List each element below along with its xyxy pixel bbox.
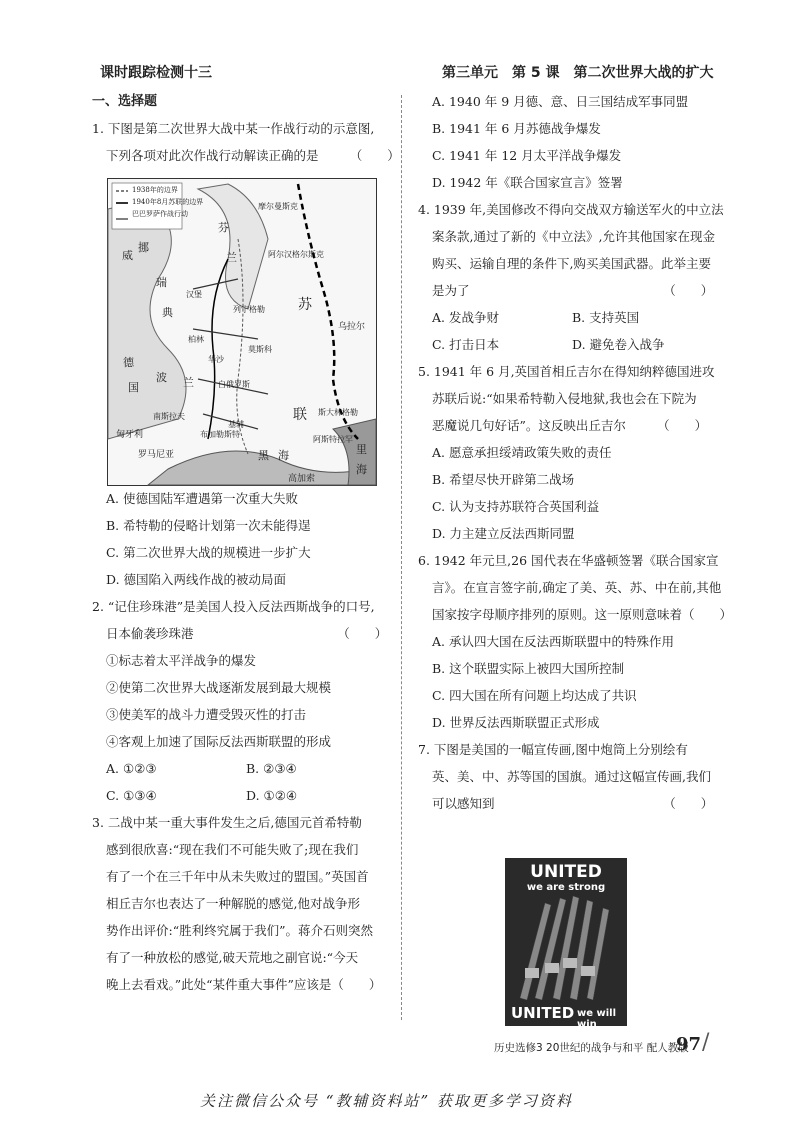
map-label: 罗马尼亚: [138, 450, 175, 460]
map-label: 匈牙利: [116, 430, 144, 440]
q1-option-d[interactable]: D. 德国陷入两线作战的被动局面: [106, 572, 287, 587]
map-label: 阿斯特拉罕: [313, 435, 353, 444]
header-left: 课时跟踪检测十三: [100, 65, 212, 81]
q1-line: 1. 下图是第二次世界大战中某一作战行动的示意图,: [92, 121, 375, 136]
map-label: 威: [122, 249, 133, 262]
map-label: 柏林: [188, 335, 204, 344]
map-label: 里: [356, 443, 367, 456]
q7-line: 可以感知到 （ ）: [432, 796, 714, 811]
map-label: 南斯拉夫: [153, 412, 185, 421]
q2-item: ②使第二次世界大战逐渐发展到最大规模: [106, 680, 332, 695]
poster-bottom-title: UNITED: [511, 1004, 575, 1022]
q2-option-c[interactable]: C. ①③④: [106, 788, 157, 803]
map-label: 海: [278, 449, 289, 462]
q4-options-row: [418, 304, 718, 331]
q6-line: 国家按字母顺序排列的原则。这一原则意味着（ ）: [432, 607, 733, 622]
map-label: 典: [162, 306, 173, 319]
q1-option-c[interactable]: C. 第二次世界大战的规模进一步扩大: [106, 545, 311, 560]
q2-line: 2. “记住珍珠港”是美国人投入反法西斯战争的口号,: [92, 599, 375, 614]
map-label: 黑: [258, 449, 269, 462]
q4-option-b[interactable]: B. 支持英国: [572, 310, 640, 325]
poster-top-title: UNITED: [530, 862, 602, 882]
q6-option-b[interactable]: B. 这个联盟实际上被四大国所控制: [432, 661, 625, 676]
q3-line: 有了一个在三千年中从未失败过的盟国。”英国首: [106, 869, 369, 884]
q3-line: 感到很欣喜:“现在我们不可能失败了;现在我们: [106, 842, 359, 857]
map-label: 芬: [218, 221, 229, 234]
map-label: 兰: [183, 376, 194, 389]
q4-options-row: [418, 331, 718, 358]
q7-line: 7. 下图是美国的一幅宣传画,图中炮筒上分别绘有: [418, 742, 688, 757]
poster-bottom-sub: we will win: [577, 1008, 617, 1030]
q3-option-d[interactable]: D. 1942 年《联合国家宣言》签署: [432, 175, 623, 190]
page-number: 97: [676, 1034, 702, 1055]
map-label: 列宁格勒: [233, 305, 265, 314]
map-label: 海: [356, 463, 367, 476]
q6-option-d[interactable]: D. 世界反法西斯联盟正式形成: [432, 715, 600, 730]
q5-option-c[interactable]: C. 认为支持苏联符合英国利益: [432, 499, 600, 514]
q1-line: 下列各项对此次作战行动解读正确的是 （ ）: [106, 148, 400, 163]
q6-option-a[interactable]: A. 承认四大国在反法西斯联盟中的特殊作用: [432, 634, 674, 649]
bottom-note: 关注微信公众号 “教辅资料站” 获取更多学习资料: [200, 1092, 573, 1110]
q3-option-a[interactable]: A. 1940 年 9 月德、意、日三国结成军事同盟: [432, 94, 689, 109]
map-label: 波: [156, 371, 167, 384]
q4-option-d[interactable]: D. 避免卷入战争: [572, 337, 665, 352]
map-label: 乌拉尔: [338, 322, 366, 332]
map-label: 联: [293, 407, 307, 423]
q2-option-b[interactable]: B. ②③④: [246, 761, 297, 776]
q5-line: 恶魔说几句好话”。这反映出丘吉尔 （ ）: [432, 418, 708, 433]
q4-line: 4. 1939 年,美国修改不得向交战双方输送军火的中立法: [418, 202, 724, 217]
section-title: 一、选择题: [92, 94, 158, 109]
map-label: 基辅: [228, 420, 244, 429]
q3-option-b[interactable]: B. 1941 年 6 月苏德战争爆发: [432, 121, 601, 136]
poster-top-sub: we are strong: [526, 882, 606, 893]
united-poster: [505, 858, 627, 1030]
q4-option-c[interactable]: C. 打击日本: [432, 337, 500, 352]
map-label: 汉堡: [186, 290, 202, 299]
q2-line: 日本偷袭珍珠港 （ ）: [106, 626, 388, 641]
header-right: 第三单元 第 5 课 第二次世界大战的扩大: [442, 65, 714, 81]
legend-barbarossa: 巴巴罗萨作战行动: [132, 210, 188, 218]
q1-option-a[interactable]: A. 使德国陆军遭遇第一次重大失败: [106, 491, 298, 506]
q1-option-b[interactable]: B. 希特勒的侵略计划第一次未能得逞: [106, 518, 311, 533]
map-label: 兰: [226, 251, 237, 264]
map-label: 摩尔曼斯克: [258, 202, 298, 211]
q3-line: 相丘吉尔也表达了一种解脱的感觉,他对战争形: [106, 896, 360, 911]
q4-line: 案条款,通过了新的《中立法》,允许其他国家在现金: [432, 229, 715, 244]
q3-option-c[interactable]: C. 1941 年 12 月太平洋战争爆发: [432, 148, 622, 163]
map-label: 莫斯科: [248, 345, 272, 354]
map-label: 苏: [298, 297, 312, 313]
map-label: 德: [123, 356, 134, 369]
q3-line: 有了一种放松的感觉,破天荒地之副官说:“今天: [106, 950, 359, 965]
map-label: 国: [128, 381, 139, 394]
legend-1940: 1940年8月苏联的边界: [132, 198, 204, 206]
q2-item: ①标志着太平洋战争的爆发: [106, 653, 257, 668]
q6-line: 6. 1942 年元旦,26 国代表在华盛顿签署《联合国家宣: [418, 553, 719, 568]
map-label: 阿尔汉格尔斯克: [268, 250, 324, 259]
page-slash: /: [702, 1030, 710, 1055]
q2-item: ③使美军的战斗力遭受毁灭性的打击: [106, 707, 307, 722]
footer-book: 历史选修3 20世纪的战争与和平 配人教版: [494, 1042, 689, 1054]
q3-line: 势作出评价:“胜利终究属于我们”。蒋介石则突然: [106, 923, 373, 938]
q3-line: 3. 二战中某一重大事件发生之后,德国元首希特勒: [92, 815, 362, 830]
q6-line: 言》。在宣言签字前,确定了美、英、苏、中在前,其他: [432, 580, 722, 595]
q2-option-a[interactable]: A. ①②③: [106, 761, 157, 776]
map-label: 白俄罗斯: [218, 380, 250, 389]
q2-options-row: [92, 755, 392, 782]
map-label: 布加勒斯特: [200, 430, 240, 439]
map-label: 斯大林格勒: [318, 408, 358, 417]
q7-line: 英、美、中、苏等国的国旗。通过这幅宣传画,我们: [432, 769, 711, 784]
map-label: 高加索: [288, 474, 316, 484]
q2-option-d[interactable]: D. ①②④: [246, 788, 298, 803]
left-column: [92, 88, 400, 169]
q5-option-b[interactable]: B. 希望尽快开辟第二战场: [432, 472, 575, 487]
q2-options-row: [92, 782, 392, 809]
right-column: [418, 88, 733, 817]
q4-line: 是为了 （ ）: [432, 283, 714, 298]
q4-option-a[interactable]: A. 发战争财: [432, 310, 499, 325]
q3-line: 晚上去看戏。”此处“某件重大事件”应该是（ ）: [106, 977, 382, 992]
q1-options: [92, 485, 392, 998]
q5-option-a[interactable]: A. 愿意承担绥靖政策失败的责任: [432, 445, 612, 460]
map-label: 华沙: [208, 355, 224, 364]
q5-line: 苏联后说:“如果希特勒入侵地狱,我也会在下院为: [432, 391, 697, 406]
q6-option-c[interactable]: C. 四大国在所有问题上均达成了共识: [432, 688, 637, 703]
war-map: [107, 178, 377, 486]
map-label: 瑞: [156, 276, 167, 289]
q5-line: 5. 1941 年 6 月,英国首相丘吉尔在得知纳粹德国进攻: [418, 364, 715, 379]
q2-item: ④客观上加速了国际反法西斯联盟的形成: [106, 734, 332, 749]
legend-1938: 1938年的边界: [132, 186, 178, 194]
q4-line: 购买、运输自理的条件下,购买美国武器。此举主要: [432, 256, 711, 271]
map-label: 挪: [138, 241, 149, 254]
q5-option-d[interactable]: D. 力主建立反法西斯同盟: [432, 526, 575, 541]
column-divider: [401, 95, 402, 1020]
